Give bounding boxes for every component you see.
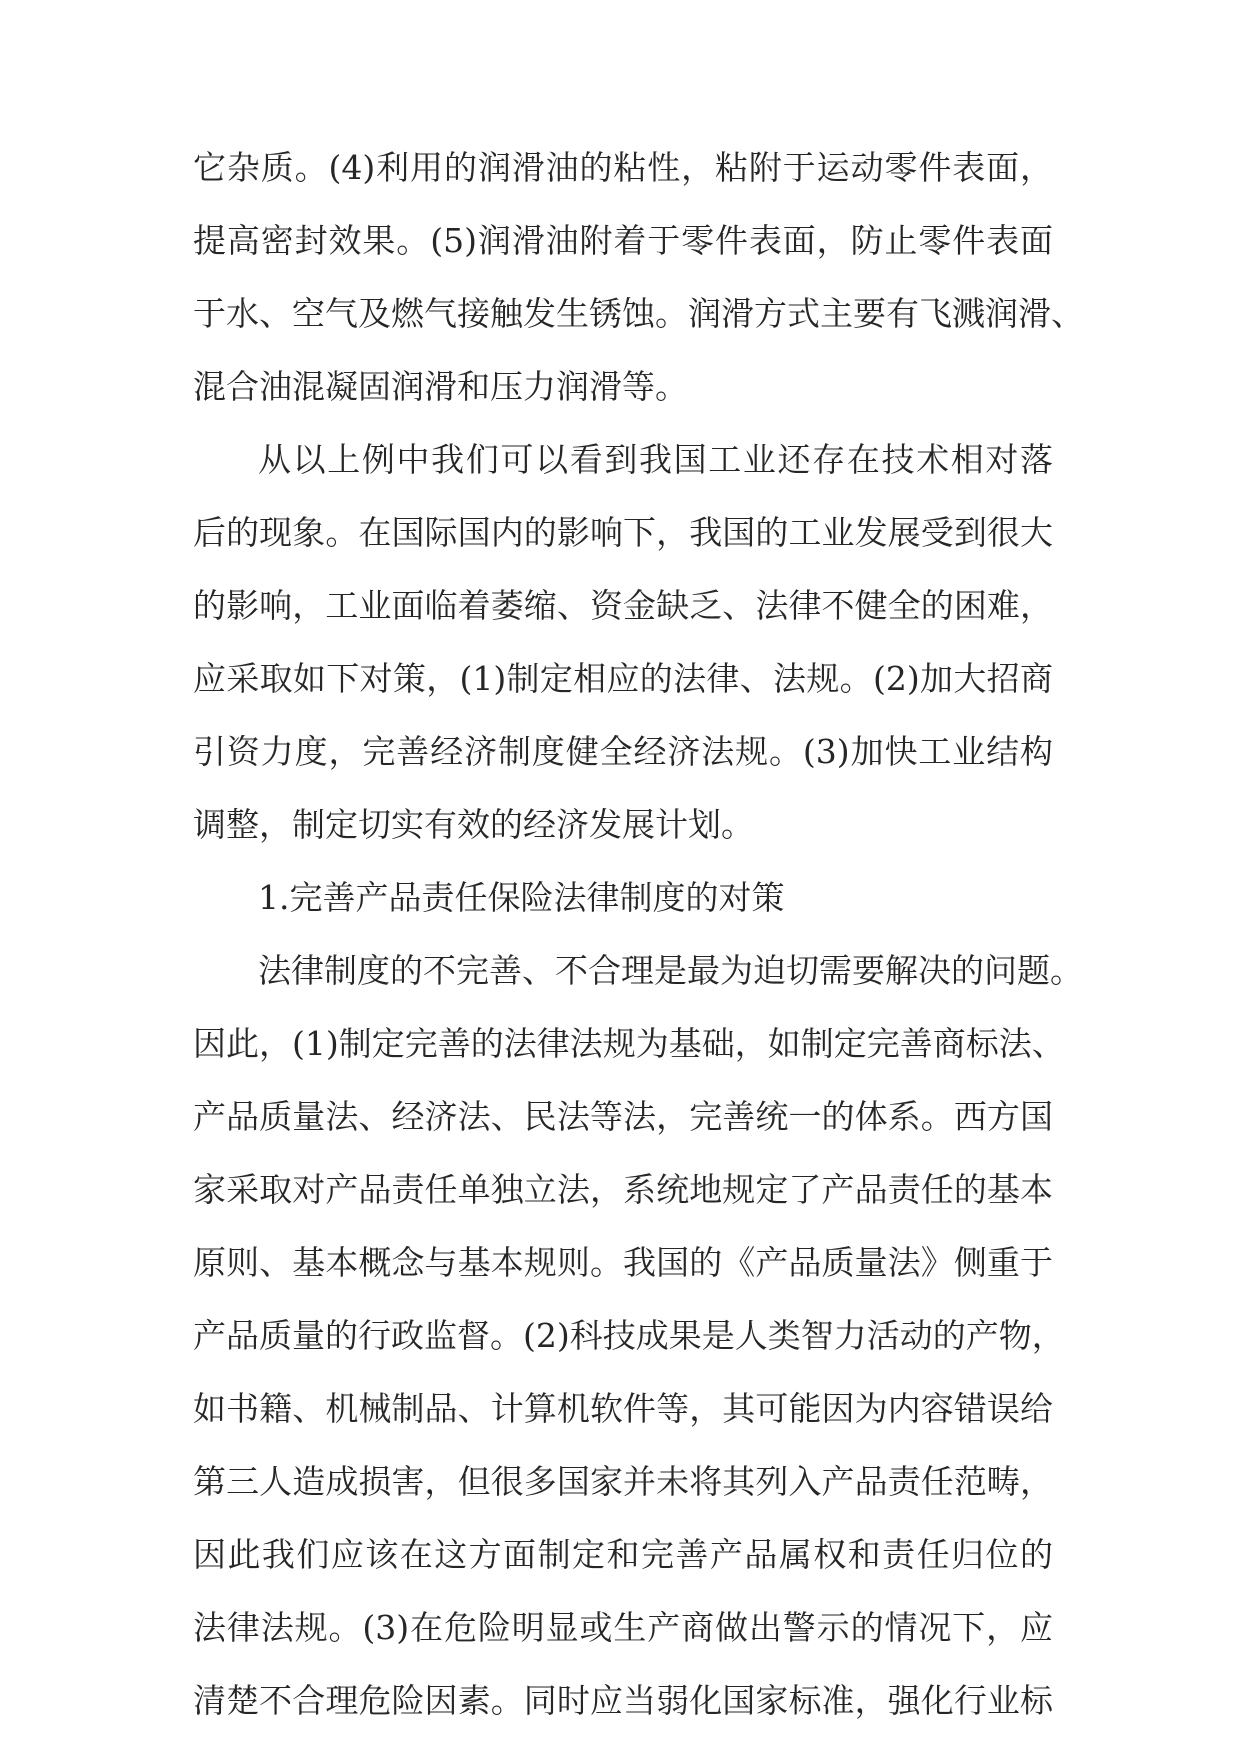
text-line: 混合油混凝固润滑和压力润滑等。 [193,367,688,406]
text-line: 提高密封效果。(5)润滑油附着于零件表面，防止零件表面 [193,221,1053,260]
text-line: 法律制度的不完善、不合理是最为迫切需要解决的问题。 [258,951,1083,990]
text-line: 后的现象。在国际国内的影响下，我国的工业发展受到很大 [193,513,1053,552]
text-line: 产品质量的行政监督。(2)科技成果是人类智力活动的产物， [193,1316,1065,1355]
text-line: 法律法规。(3)在危险明显或生产商做出警示的情况下，应 [193,1608,1053,1647]
text-line: 引资力度，完善经济制度健全经济法规。(3)加快工业结构 [193,732,1053,771]
text-line: 调整，制定切实有效的经济发展计划。 [193,805,754,844]
text-line: 的影响，工业面临着萎缩、资金缺乏、法律不健全的困难， [193,586,1053,625]
section-heading: 1.完善产品责任保险法律制度的对策 [258,878,785,917]
text-line: 原则、基本概念与基本规则。我国的《产品质量法》侧重于 [193,1243,1053,1282]
text-line: 从以上例中我们可以看到我国工业还存在技术相对落 [258,440,1053,479]
text-line: 因此，(1)制定完善的法律法规为基础，如制定完善商标法、 [193,1024,1065,1063]
text-line: 因此我们应该在这方面制定和完善产品属权和责任归位的 [193,1535,1053,1574]
text-line: 于水、空气及燃气接触发生锈蚀。润滑方式主要有飞溅润滑、 [193,294,1084,333]
text-line: 清楚不合理危险因素。同时应当弱化国家标准，强化行业标 [193,1681,1053,1720]
text-line: 应采取如下对策，(1)制定相应的法律、法规。(2)加大招商 [193,659,1053,698]
text-line: 第三人造成损害，但很多国家并未将其列入产品责任范畴， [193,1462,1053,1501]
text-line: 产品质量法、经济法、民法等法，完善统一的体系。西方国 [193,1097,1053,1136]
text-line: 家采取对产品责任单独立法，系统地规定了产品责任的基本 [193,1170,1053,1209]
text-line: 它杂质。(4)利用的润滑油的粘性，粘附于运动零件表面， [193,148,1053,187]
text-line: 如书籍、机械制品、计算机软件等，其可能因为内容错误给 [193,1389,1053,1428]
